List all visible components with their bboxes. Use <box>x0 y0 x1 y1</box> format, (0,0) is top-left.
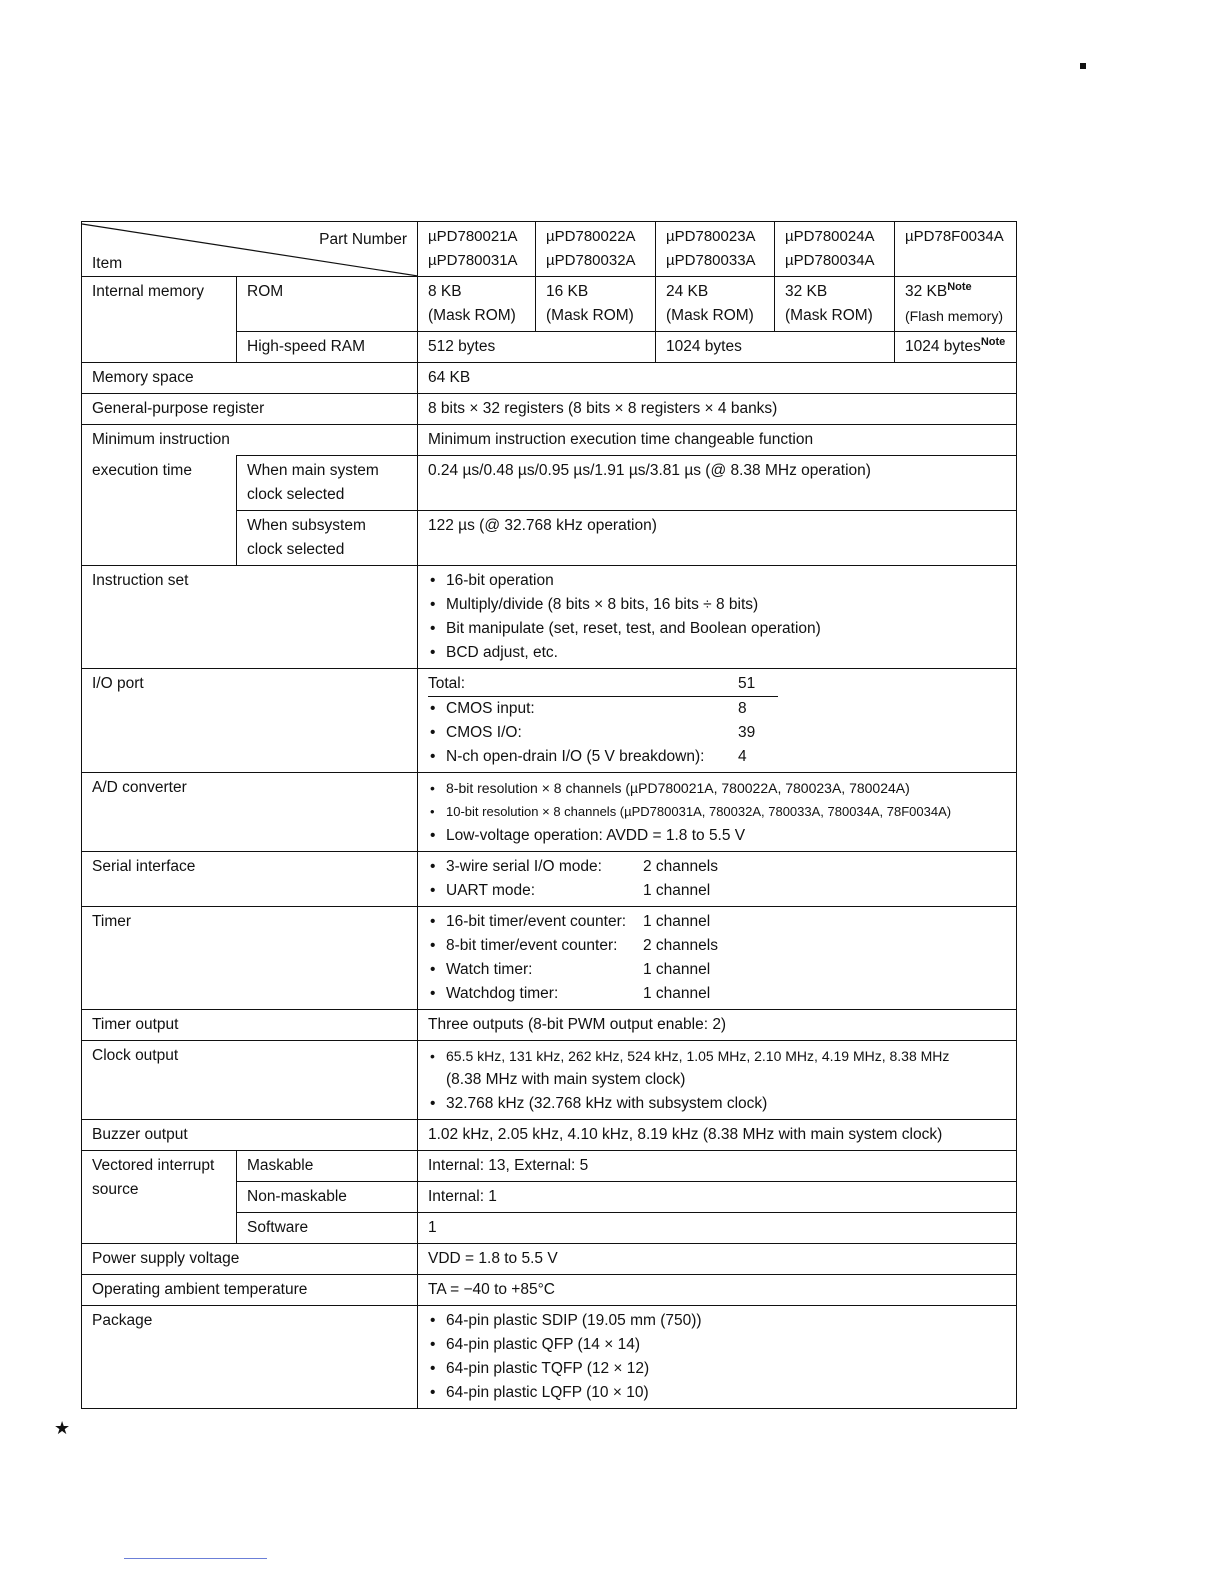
list-item: • Multiply/divide (8 bits × 8 bits, 16 bits ÷ 8 bits) <box>428 593 1008 617</box>
internal-memory-label: Internal memory <box>82 277 237 363</box>
list-item: • 64-pin plastic TQFP (12 × 12) <box>428 1357 1008 1381</box>
io-count: 8 <box>738 700 747 717</box>
list-item: • CMOS I/O: <box>430 724 522 741</box>
list-item: • 16-bit operation <box>428 569 1008 593</box>
list-item: • 8-bit resolution × 8 channels (µPD780021A, 780022A, 780023A, 780024A) <box>428 776 1008 800</box>
io-port-value <box>418 669 1017 773</box>
gpr-label: General-purpose register <box>82 394 418 425</box>
serial-row <box>82 852 1017 907</box>
min-exec-main-row <box>82 456 1017 511</box>
package-label: Package <box>82 1306 418 1409</box>
list-item: • BCD adjust, etc. <box>428 641 1008 665</box>
timer-label: Timer <box>82 907 418 1010</box>
list-item: • Watch timer: <box>430 961 533 978</box>
list-item: • 64-pin plastic QFP (14 × 14) <box>428 1333 1008 1357</box>
footer-rule <box>124 1558 267 1559</box>
software-value: 1 <box>418 1213 1017 1244</box>
memory-space-label: Memory space <box>82 363 418 394</box>
power-row <box>82 1244 1017 1275</box>
timer-count: 2 channels <box>643 937 718 954</box>
temp-row <box>82 1275 1017 1306</box>
buzzer-label: Buzzer output <box>82 1120 418 1151</box>
gpr-row <box>82 394 1017 425</box>
interrupt-label: Vectored interrupt source <box>82 1151 237 1244</box>
software-label: Software <box>237 1213 418 1244</box>
gpr-value: 8 bits × 32 registers (8 bits × 8 registers × 4 banks) <box>418 394 1017 425</box>
item-label: Item <box>92 255 123 272</box>
instruction-set-label: Instruction set <box>82 566 418 669</box>
ad-value <box>418 773 1017 852</box>
maskable-label: Maskable <box>237 1151 418 1182</box>
timer-value <box>418 907 1017 1010</box>
list-item: • N-ch open-drain I/O (5 V breakdown): <box>430 748 705 765</box>
nonmaskable-value: Internal: 1 <box>418 1182 1017 1213</box>
list-item: • UART mode: <box>430 882 536 899</box>
min-exec-value: Minimum instruction execution time changeable function <box>418 425 1017 456</box>
sub-clock-label: When subsystem clock selected <box>237 511 418 566</box>
part-col-2: µPD780022A µPD780032A <box>536 222 656 277</box>
serial-value-2: 1 channel <box>643 882 711 899</box>
header-row <box>82 222 1017 277</box>
header-corner-cell <box>82 222 418 277</box>
list-item: • 64-pin plastic SDIP (19.05 mm (750)) <box>428 1309 1008 1333</box>
list-item: • 16-bit timer/event counter: <box>430 913 627 930</box>
sub-clock-value: 122 µs (@ 32.768 kHz operation) <box>418 511 1017 566</box>
temp-value: TA = −40 to +85°C <box>418 1275 1017 1306</box>
timer-count: 1 channel <box>643 985 711 1002</box>
serial-value <box>418 852 1017 907</box>
io-port-row <box>82 669 1017 773</box>
nonmaskable-label: Non-maskable <box>237 1182 418 1213</box>
package-row <box>82 1306 1017 1409</box>
package-value <box>418 1306 1017 1409</box>
ram-cell-1: 512 bytes <box>418 332 656 363</box>
min-exec-label-1: Minimum instruction <box>82 425 418 456</box>
interrupt-maskable-row <box>82 1151 1017 1182</box>
io-total-count: 51 <box>738 672 778 697</box>
ad-label: A/D converter <box>82 773 418 852</box>
io-count: 4 <box>738 748 747 765</box>
ram-cell-2: 1024 bytes <box>656 332 895 363</box>
timer-output-row <box>82 1010 1017 1041</box>
part-col-3: µPD780023A µPD780033A <box>656 222 775 277</box>
timer-count: 1 channel <box>643 913 711 930</box>
instruction-set-row <box>82 566 1017 669</box>
buzzer-row <box>82 1120 1017 1151</box>
list-item: • 8-bit timer/event counter: <box>430 937 618 954</box>
spec-table <box>81 221 1017 1409</box>
revision-star-icon: ★ <box>54 1418 71 1438</box>
page-mark <box>1080 63 1086 69</box>
main-clock-value: 0.24 µs/0.48 µs/0.95 µs/1.91 µs/3.81 µs (@ 8.38 MHz operation) <box>418 456 1017 511</box>
min-exec-label-2: execution time <box>82 456 237 566</box>
part-col-1: µPD780021A µPD780031A <box>418 222 536 277</box>
buzzer-value: 1.02 kHz, 2.05 kHz, 4.10 kHz, 8.19 kHz (8.38 MHz with main system clock) <box>418 1120 1017 1151</box>
power-label: Power supply voltage <box>82 1244 418 1275</box>
memory-space-row <box>82 363 1017 394</box>
clock-output-row <box>82 1041 1017 1120</box>
rom-cell-1: 8 KB (Mask ROM) <box>418 277 536 332</box>
memory-space-value: 64 KB <box>418 363 1017 394</box>
rom-cell-3: 24 KB (Mask ROM) <box>656 277 775 332</box>
list-item: • 64-pin plastic LQFP (10 × 10) <box>428 1381 1008 1405</box>
io-port-label: I/O port <box>82 669 418 773</box>
io-total-label: Total: <box>428 672 738 697</box>
list-item: • 10-bit resolution × 8 channels (µPD780031A, 780032A, 780033A, 780034A, 78F0034A) <box>428 800 1008 824</box>
timer-row <box>82 907 1017 1010</box>
min-exec-row <box>82 425 1017 456</box>
rom-cell-2: 16 KB (Mask ROM) <box>536 277 656 332</box>
list-item: • 65.5 kHz, 131 kHz, 262 kHz, 524 kHz, 1.05 MHz, 2.10 MHz, 4.19 MHz, 8.38 MHz (8.38 MHz with main system clock) <box>428 1044 1008 1092</box>
clock-output-label: Clock output <box>82 1041 418 1120</box>
rom-label: ROM <box>237 277 418 332</box>
part-col-4: µPD780024A µPD780034A <box>775 222 895 277</box>
list-item: • CMOS input: <box>430 700 535 717</box>
list-item: • Bit manipulate (set, reset, test, and Boolean operation) <box>428 617 1008 641</box>
ram-cell-3: 1024 bytes$^{Note}$ <box>895 332 1017 363</box>
power-value: VDD = 1.8 to 5.5 V <box>418 1244 1017 1275</box>
timer-output-value: Three outputs (8-bit PWM output enable: 2) <box>418 1010 1017 1041</box>
timer-output-label: Timer output <box>82 1010 418 1041</box>
part-number-label: Part Number <box>319 231 407 248</box>
serial-value-1: 2 channels <box>643 858 718 875</box>
rom-cell-5: 32 $KB^{Note}$ (Flash memory) <box>895 277 1017 332</box>
serial-label: Serial interface <box>82 852 418 907</box>
rom-cell-4: 32 KB (Mask ROM) <box>775 277 895 332</box>
ad-row <box>82 773 1017 852</box>
temp-label: Operating ambient temperature <box>82 1275 418 1306</box>
instruction-set-value <box>418 566 1017 669</box>
rom-row <box>82 277 1017 332</box>
list-item: • 32.768 kHz (32.768 kHz with subsystem clock) <box>428 1092 1008 1116</box>
ram-label: High-speed RAM <box>237 332 418 363</box>
part-col-5: µPD78F0034A <box>895 222 1017 277</box>
timer-count: 1 channel <box>643 961 711 978</box>
main-clock-label: When main system clock selected <box>237 456 418 511</box>
list-item: • Low-voltage operation: AVDD = 1.8 to 5.5 V <box>428 824 1008 848</box>
list-item: • 3-wire serial I/O mode: <box>430 858 602 875</box>
list-item: • Watchdog timer: <box>430 985 559 1002</box>
clock-output-value <box>418 1041 1017 1120</box>
maskable-value: Internal: 13, External: 5 <box>418 1151 1017 1182</box>
io-count: 39 <box>738 724 756 741</box>
